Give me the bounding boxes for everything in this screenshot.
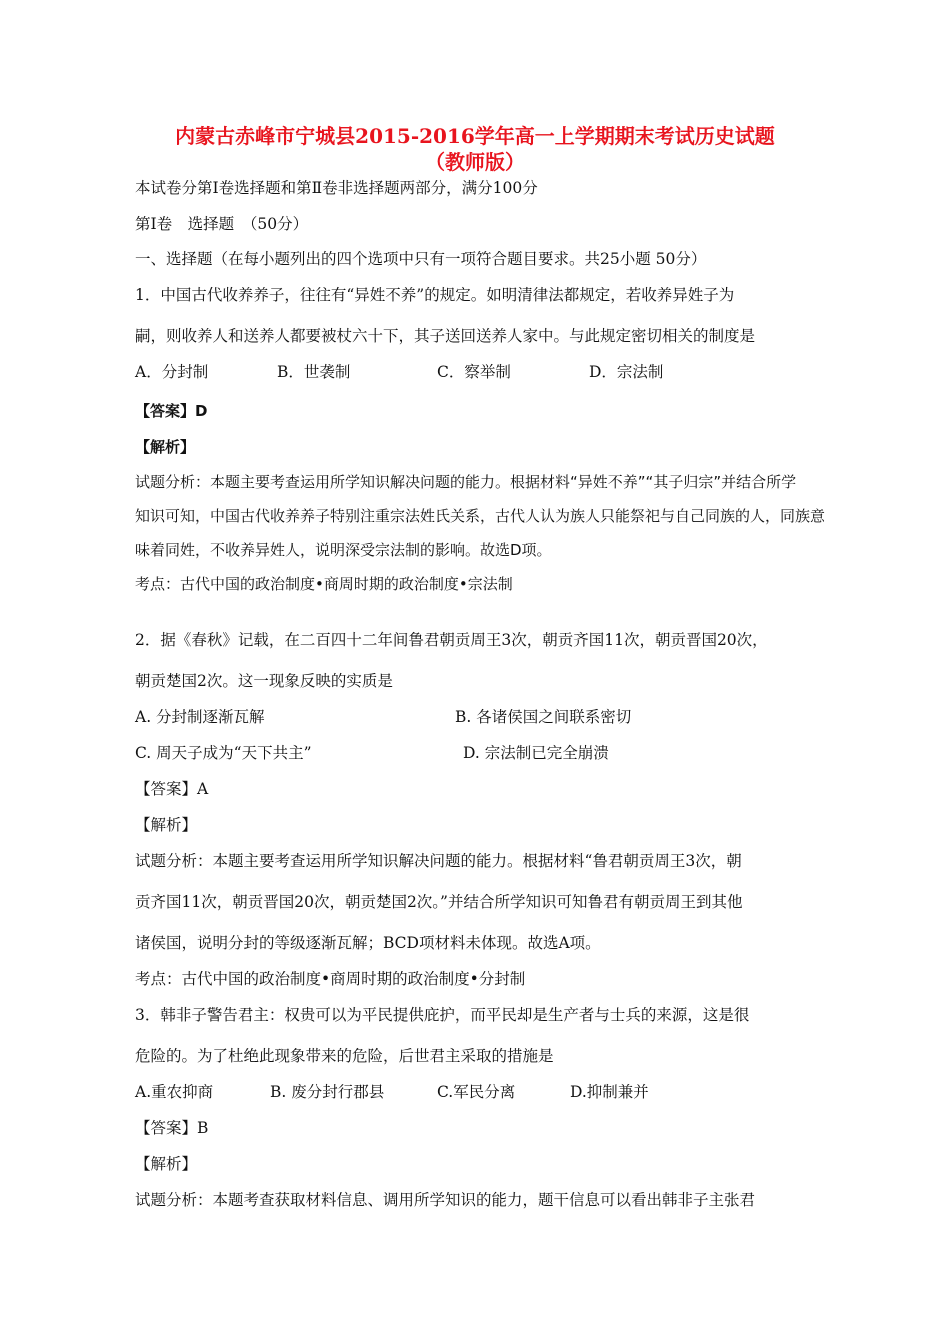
q2-option-b: B. 各诸侯国之间联系密切 — [455, 708, 632, 726]
q3-option-d: D.抑制兼并 — [570, 1083, 649, 1101]
document-subtitle: （教师版） — [425, 150, 525, 174]
section-heading: 一、选择题（在每小题列出的四个选项中只有一项符合题目要求。共25小题 50分） — [135, 250, 707, 268]
q1-stem-line1: 1．中国古代收养养子，往往有“异姓不养”的规定。如明清律法都规定，若收养异姓子为 — [135, 286, 735, 304]
q3-option-c: C.军民分离 — [437, 1083, 516, 1101]
q2-option-a: A. 分封制逐渐瓦解 — [135, 708, 265, 726]
q3-option-b: B. 废分封行郡县 — [270, 1083, 385, 1101]
q2-stem-line1: 2．据《春秋》记载，在二百四十二年间鲁君朝贡周王3次，朝贡齐国11次，朝贡晋国20次， — [135, 631, 768, 649]
q2-analysis-line1: 试题分析：本题主要考查运用所学知识解决问题的能力。根据材料“鲁君朝贡周王3次，朝 — [135, 852, 742, 870]
q1-option-c: C．察举制 — [437, 363, 511, 381]
q2-analysis-line2: 贡齐国11次，朝贡晋国20次，朝贡楚国2次。”并结合所学知识可知鲁君有朝贡周王到其他 — [135, 893, 743, 911]
q2-option-c: C. 周天子成为“天下共主” — [135, 744, 312, 762]
q1-kaodian: 考点：古代中国的政治制度•商周时期的政治制度•宗法制 — [135, 575, 513, 593]
q2-stem-line2: 朝贡楚国2次。这一现象反映的实质是 — [135, 672, 393, 690]
q2-analysis-line3: 诸侯国，说明分封的等级逐渐瓦解；BCD项材料未体现。故选A项。 — [135, 934, 601, 952]
q3-analysis-line1: 试题分析：本题考查获取材料信息、调用所学知识的能力，题干信息可以看出韩非子主张君 — [135, 1191, 756, 1209]
q3-option-a: A.重农抑商 — [135, 1083, 214, 1101]
q2-option-d: D. 宗法制已完全崩溃 — [463, 744, 609, 762]
q1-answer: 【答案】D — [135, 402, 208, 420]
q2-answer: 【答案】A — [135, 780, 209, 798]
q1-analysis-line2: 知识可知，中国古代收养养子特别注重宗法姓氏关系，古代人认为族人只能祭祀与自己同族的人，同族意 — [135, 507, 826, 525]
q3-answer: 【答案】B — [135, 1119, 209, 1137]
exam-description: 本试卷分第Ⅰ卷选择题和第Ⅱ卷非选择题两部分，满分100分 — [135, 179, 538, 197]
q2-kaodian: 考点：古代中国的政治制度•商周时期的政治制度•分封制 — [135, 970, 526, 988]
document-title: 内蒙古赤峰市宁城县2015-2016学年高一上学期期末考试历史试题 — [175, 124, 775, 148]
q1-option-b: B．世袭制 — [277, 363, 351, 381]
q3-stem-line1: 3．韩非子警告君主：权贵可以为平民提供庇护，而平民却是生产者与士兵的来源，这是很 — [135, 1006, 750, 1024]
q2-analysis-label: 【解析】 — [135, 816, 198, 834]
part-heading: 第Ⅰ卷 选择题 （50分） — [135, 215, 309, 233]
q1-analysis-line1: 试题分析：本题主要考查运用所学知识解决问题的能力。根据材料“异姓不养”“其子归宗”并结合所学 — [135, 473, 797, 491]
q1-option-a: A．分封制 — [135, 363, 209, 381]
q3-stem-line2: 危险的。为了杜绝此现象带来的危险，后世君主采取的措施是 — [135, 1047, 554, 1065]
q1-option-d: D．宗法制 — [589, 363, 664, 381]
q1-analysis-line3: 味着同姓，不收养异姓人，说明深受宗法制的影响。故选D项。 — [135, 541, 552, 559]
q3-analysis-label: 【解析】 — [135, 1155, 198, 1173]
q1-stem-line2: 嗣，则收养人和送养人都要被杖六十下，其子送回送养人家中。与此规定密切相关的制度是 — [135, 327, 756, 345]
q1-analysis-label: 【解析】 — [135, 438, 196, 456]
